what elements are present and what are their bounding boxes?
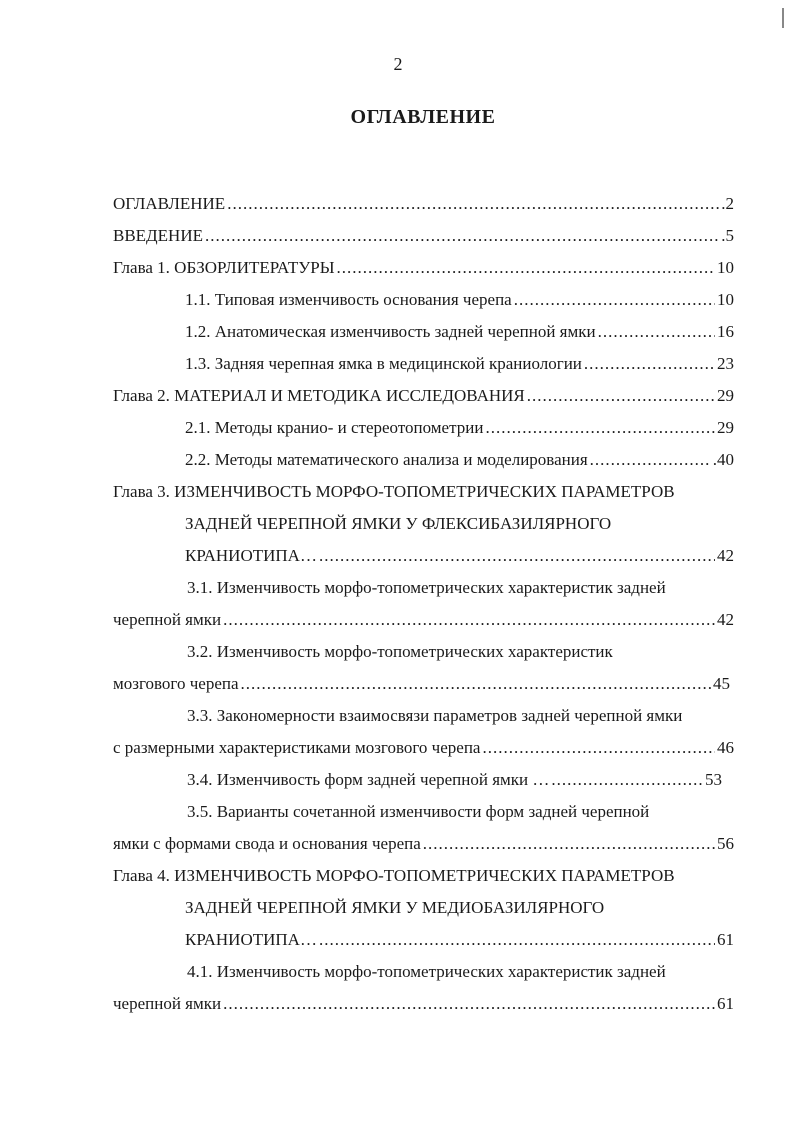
toc-entry-chapter-2[interactable]: Глава 2. МАТЕРИАЛ И МЕТОДИКА ИССЛЕДОВАНИЯ ..... 29: [113, 386, 734, 410]
toc-entry-section-2-1[interactable]: 2.1. Методы кранио- и стереотопометрии ..... 29: [185, 418, 734, 442]
leader-dots: [584, 354, 715, 374]
toc-entry-chapter-1[interactable]: Глава 1. ОБЗОРЛИТЕРАТУРЫ ..... 10: [113, 258, 734, 282]
leader-dots: [205, 226, 719, 246]
page-title: ОГЛАВЛЕНИЕ: [350, 106, 496, 128]
page-number: 2: [393, 54, 403, 74]
leader-dots: [514, 290, 715, 310]
edge-mark: [782, 8, 784, 28]
leader-dots: [590, 450, 711, 470]
leader-dots: [527, 386, 715, 406]
toc-entry-section-3-5[interactable]: ямки с формами свода и основания черепа ..... 56: [113, 834, 734, 858]
toc-entry-section-3-1[interactable]: черепной ямки ..... 42: [113, 610, 734, 634]
leader-dots: [227, 194, 719, 214]
toc-entry-section-4-1[interactable]: черепной ямки ..... 61: [113, 994, 734, 1018]
toc-entry-oglavlenie[interactable]: ОГЛАВЛЕНИЕ ..... .2: [113, 194, 734, 218]
toc-entry-chapter-4[interactable]: КРАНИОТИПА… ..... 61: [185, 930, 734, 954]
toc-chapter-3-line-1[interactable]: Глава 3. ИЗМЕНЧИВОСТЬ МОРФО-ТОПОМЕТРИЧЕСКИХ ПАРАМЕТРОВ: [113, 482, 675, 501]
toc-entry-section-1-2[interactable]: 1.2. Анатомическая изменчивость задней черепной ямки ..... 16: [185, 322, 734, 346]
leader-dots: [337, 258, 715, 278]
toc-chapter-4-line-2[interactable]: ЗАДНЕЙ ЧЕРЕПНОЙ ЯМКИ У МЕДИОБАЗИЛЯРНОГО: [185, 898, 605, 917]
leader-dots: [319, 930, 715, 950]
leader-dots: [482, 738, 715, 758]
toc-entry-section-1-3[interactable]: 1.3. Задняя черепная ямка в медицинской краниологии ..... 23: [185, 354, 734, 378]
leader-dots: [598, 322, 715, 342]
toc-chapter-4-line-1[interactable]: Глава 4. ИЗМЕНЧИВОСТЬ МОРФО-ТОПОМЕТРИЧЕСКИХ ПАРАМЕТРОВ: [113, 866, 675, 885]
toc-chapter-3-line-2[interactable]: ЗАДНЕЙ ЧЕРЕПНОЙ ЯМКИ У ФЛЕКСИБАЗИЛЯРНОГО: [185, 514, 612, 533]
leader-dots: [485, 418, 715, 438]
toc-entry-section-3-2[interactable]: мозгового черепа ..... 45: [113, 674, 730, 698]
toc-section-4-1-line-1[interactable]: 4.1. Изменчивость морфо-топометрических характеристик задней: [187, 962, 666, 981]
leader-dots: [223, 610, 715, 630]
toc-section-3-2-line-1[interactable]: 3.2. Изменчивость морфо-топометрических характеристик: [187, 642, 613, 661]
toc-entry-section-3-3[interactable]: с размерными характеристиками мозгового черепа ..... 46: [113, 738, 734, 762]
leader-dots: [319, 546, 715, 566]
toc-entry-chapter-3[interactable]: КРАНИОТИПА… ..... 42: [185, 546, 734, 570]
toc-entry-section-3-4[interactable]: 3.4. Изменчивость форм задней черепной ямки … ..... 53: [187, 770, 722, 794]
toc-section-3-3-line-1[interactable]: 3.3. Закономерности взаимосвязи параметров задней черепной ямки: [187, 706, 683, 725]
leader-dots: [423, 834, 715, 854]
leader-dots: [241, 674, 711, 694]
leader-dots: [223, 994, 715, 1014]
toc-entry-section-1-1[interactable]: 1.1. Типовая изменчивость основания черепа ..... 10: [185, 290, 734, 314]
toc-section-3-1-line-1[interactable]: 3.1. Изменчивость морфо-топометрических характеристик задней: [187, 578, 666, 597]
toc-section-3-5-line-1[interactable]: 3.5. Варианты сочетанной изменчивости форм задней черепной: [187, 802, 650, 821]
toc-entry-section-2-2[interactable]: 2.2. Методы математического анализа и моделирования ..... .40: [185, 450, 734, 474]
toc-entry-vvedenie[interactable]: ВВЕДЕНИЕ ..... .5: [113, 226, 734, 250]
leader-dots: [551, 770, 703, 790]
